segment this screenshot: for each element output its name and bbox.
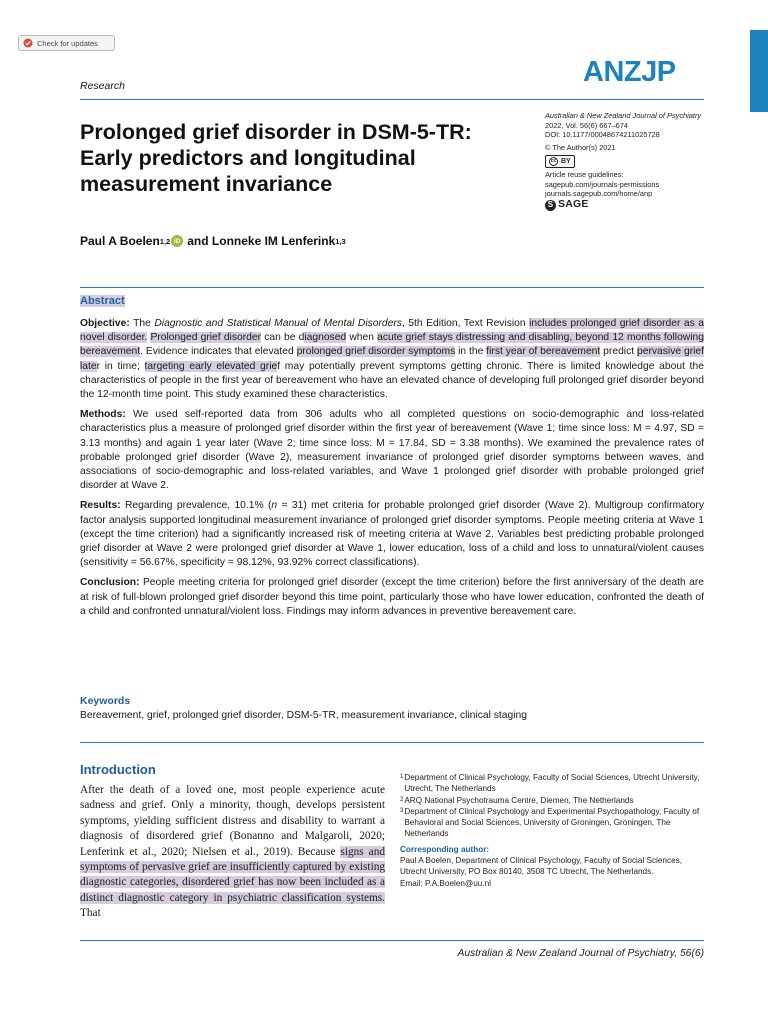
affiliation-text: Department of Clinical Psychology and Experimental Psychopathology, Faculty of Behavioral and Social Sciences, University of Groningen, Groningen, The Netherlands (404, 806, 700, 839)
crossmark-icon (23, 38, 33, 48)
author-name: Paul A Boelen (80, 234, 160, 248)
corresponding-email-link[interactable]: Email: P.A.Boelen@uu.nl (400, 878, 491, 888)
doi-link[interactable]: DOI: 10.1177/00048674211025728 (545, 130, 660, 139)
abstract-text: The (129, 318, 155, 329)
highlighted-text: Prolonged grief disorder (150, 332, 262, 344)
corresponding-author-text: Paul A Boelen, Department of Clinical Psychology, Faculty of Social Sciences, Utrecht University, PO Box 80140, 3508 TC Utrecht, The Netherlands. (400, 856, 683, 877)
copyright: © The Author(s) 2021 (545, 142, 616, 152)
abstract-objective (80, 317, 704, 402)
body-text: That (80, 907, 101, 920)
highlighted-text: acute grief stays distressing and disabling, beyond 12 months following bereavement (80, 332, 704, 358)
journal-meta (545, 111, 745, 211)
abstract-text-italic: n (271, 500, 278, 512)
journal-home-link[interactable]: journals.sagepub.com/home/anp (545, 189, 653, 198)
abstract-heading: Abstract (80, 295, 125, 307)
journal-volume: 2022, Vol. 56(6) 667–674 (545, 120, 629, 130)
reuse-guidelines-label: Article reuse guidelines: (545, 170, 624, 179)
journal-logo: ANZJP (583, 56, 676, 88)
highlighted-text: prolonged grief disorder symptoms (296, 346, 456, 358)
article-title: Prolonged grief disorder in DSM-5-TR: Early predictors and longitudinal measurement invariance (80, 120, 472, 196)
highlighted-text: iagnosed (304, 332, 347, 344)
affiliation-marker: 3 (400, 807, 404, 814)
abstract-text: f may potentially prevent symptoms getting chronic. There is limited knowledge about the characteristics of people in the first year of bereavement who have an elevated chance of developing full prolonged grief disorder beyond the 12-month time point. This study examined these characteristics. (80, 360, 704, 401)
abstract-text: = 31) met criteria for probable prolonged grief disorder (Wave 2). Multigroup confirmatory factor analysis supported longitudinal measurement invariance of prolonged grief disorder symptoms. People meeting criteria at Wave 1 (except the time criterion) had a significantly increased risk of meeting criteria at Wave 2. Variables best predicting probable prolonged grief disorder at Wave 2 were prolonged grief disorder at Wave 1, lower education, loss of a child and loss to unnatural/violent causes (sensitivity = 56.67%, specificity = 98.12%, 93.92% correct classifications). (80, 500, 704, 569)
highlighted-text: first year of bereavement (486, 346, 601, 358)
affiliation-marker: 1 (400, 774, 404, 780)
abstract-text: , 5th Edition, Text Revision (401, 318, 530, 329)
abstract-text: can be d (261, 332, 305, 344)
highlighted-text: includes prolonged grief disorder as a novel disorder. (80, 318, 705, 344)
journal-name: Australian & New Zealand Journal of Psychiatry (545, 111, 702, 120)
publisher-name: SAGE (558, 198, 589, 211)
affiliations (400, 772, 704, 889)
author-line (80, 234, 346, 248)
affiliation-text: ARQ National Psychotrauma Centre, Diemen, The Netherlands (404, 795, 634, 805)
abstract-body (80, 317, 704, 625)
orcid-icon[interactable]: iD (171, 235, 183, 247)
objective-label: Objective: (80, 318, 130, 329)
introduction-body (80, 783, 385, 922)
abstract-text: We used self-reported data from 306 adults who all completed questions on socio-demographic and loss-related characteristics plus a measure of prolonged grief disorder within the first year of bereavement (Wave 1; time since loss: M = 4.97, SD = 3.13 months) and again 1 year later (Wave 2; time since loss: M = 17.84, SD = 3.38 months). We examined the prevalence rates of probable prolonged grief disorder (Wave 2), measurement invariance of prolonged grief disorder symptoms between waves, and associations of socio-demographic and loss-related variables, and Wave 1 prolonged grief disorder with probable prolonged grief disorder at Wave 2. (80, 409, 704, 492)
cc-license-badge[interactable] (545, 155, 575, 168)
conclusion-label: Conclusion: (80, 577, 140, 589)
cc-icon: cc (549, 157, 558, 166)
keywords-heading: Keywords (80, 695, 131, 707)
footer-rule (80, 940, 704, 941)
abstract-text-italic: Diagnostic and Statistical Manual of Mental Disorders (154, 318, 402, 329)
cc-license-label: BY (561, 157, 571, 165)
highlighted-text: pervasive grief late (80, 346, 704, 372)
journal-color-bar (750, 30, 768, 112)
check-for-updates-label: Check for updates (37, 38, 98, 48)
body-text: After the death of a loved one, most people experience acute sadness and grief. Only a minority, though, develops persistent symptoms, yielding sufficient distress and disability to warrant a diagnosis of disordered grief (Bonanno and Malgaroli, 2020; Lenferink et al., 2020; Nielsen et al., 2019). Because (80, 784, 385, 858)
keywords-list: Bereavement, grief, prolonged grief disorder, DSM-5-TR, measurement invariance, clinical staging (80, 710, 527, 721)
abstract-text: r in time; (96, 360, 145, 372)
section-label: Research (80, 80, 125, 92)
running-footer: Australian & New Zealand Journal of Psychiatry, 56(6) (457, 948, 704, 959)
abstract-text: in the (455, 346, 487, 358)
abstract-text: Regarding prevalence, 10.1% ( (120, 500, 272, 512)
corresponding-author-heading: Corresponding author: (400, 844, 490, 854)
highlighted-text: targeting early elevated grie (144, 360, 278, 372)
abstract-text: when (346, 332, 378, 344)
methods-label: Methods: (80, 409, 126, 421)
affiliation-1 (400, 772, 704, 795)
affiliation-marker: 2 (400, 796, 404, 803)
keywords-rule (80, 742, 704, 743)
abstract-text: . Evidence indicates that elevated (140, 346, 297, 358)
sage-icon: S (545, 200, 556, 211)
highlighted-text: signs and symptoms of pervasive grief are insufficiently captured by existing diagnostic categories, disordered grief has now been included as a distinct diagnostic category in psychiatric classification systems. (80, 845, 385, 904)
check-for-updates-button[interactable] (18, 35, 115, 51)
introduction-heading: Introduction (80, 762, 156, 777)
abstract-results (80, 499, 704, 570)
abstract-text: People meeting criteria for prolonged grief disorder (except the time criterion) before the first anniversary of the death are at risk of full-blown prolonged grief disorder beyond this time point, particularly those who have lower education, confronted the death of a child and confronted unnatural/violent loss. Findings may inform advances in preventive bereavement care. (80, 577, 704, 617)
author-affiliation-marker-2: 1,3 (335, 236, 346, 246)
abstract-methods (80, 408, 704, 493)
abstract-rule (80, 287, 704, 288)
author-name-2: and Lonneke IM Lenferink (187, 234, 336, 248)
author-affiliation-marker: 1,2 (159, 236, 171, 246)
permissions-link[interactable]: sagepub.com/journals-permissions (545, 179, 660, 189)
publisher-logo (545, 200, 745, 211)
abstract-conclusion (80, 576, 704, 619)
abstract-text: predict (600, 346, 637, 358)
results-label: Results: (80, 500, 121, 512)
header-rule (80, 99, 704, 100)
affiliation-2 (400, 795, 704, 806)
affiliation-3 (400, 806, 704, 840)
affiliation-text: Department of Clinical Psychology, Faculty of Social Sciences, Utrecht University, Utrecht, The Netherlands (404, 773, 700, 794)
